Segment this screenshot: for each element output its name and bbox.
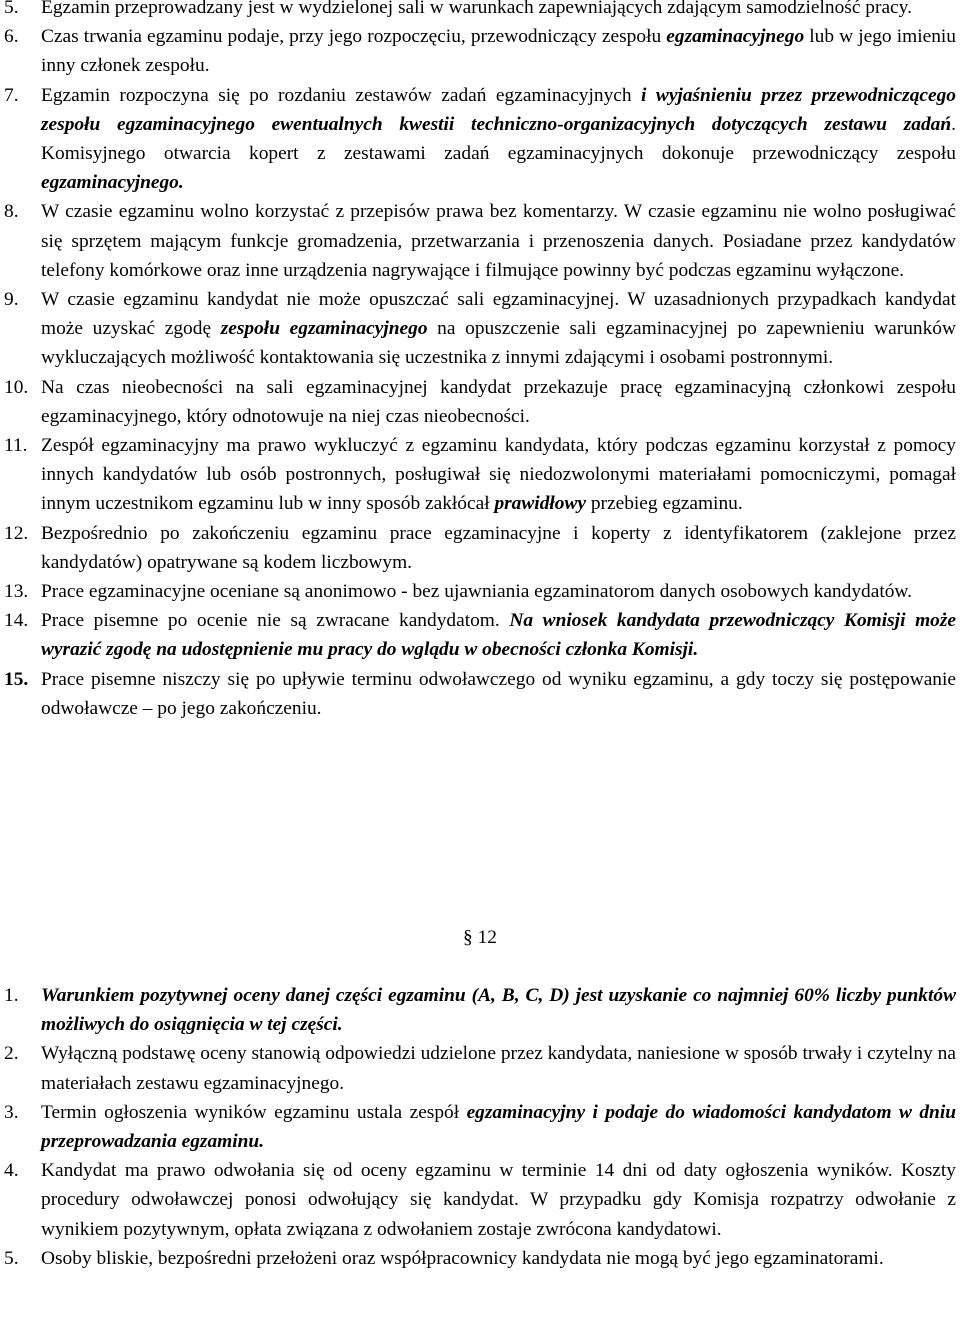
item-text: Wyłączną podstawę oceny stanowią odpowiedzi udzielone przez kandydata, naniesione w sposób trwały i czytelny na materiałach zestawu egzaminacyjnego. [41, 1043, 956, 1094]
item-text: Prace pisemne niszczy się po upływie terminu odwoławczego od wyniku egzaminu, a gdy toczy się postępowanie odwoławcze – po jego zakończeniu. [41, 668, 956, 719]
item-number: 1. [4, 985, 19, 1006]
item-text: W czasie egzaminu wolno korzystać z przepisów prawa bez komentarzy. W czasie egzaminu nie wolno posługiwać się sprzętem mającym funkcje gromadzenia, przetwarzania i przenoszenia danych. Posiadane przez kandydatów telefony komórkowe oraz inne urządzenia nagrywające i filmujące powinny być podczas egzaminu wyłączone. [41, 201, 956, 281]
item-text: lub w jego imieniu inny członek zespołu. [41, 26, 956, 77]
list-item [4, 22, 956, 80]
item-number: 14. [4, 610, 29, 632]
emphasized-text: prawidłowy [494, 493, 587, 515]
item-text: na opuszczenie sali egzaminacyjnej po zapewnieniu warunków wykluczających możliwość kontaktowania się uczestnika z innymi zdającymi i osobami postronnymi. [41, 318, 956, 369]
emphasized-text: Warunkiem pozytywnej oceny danej części egzaminu (A, B, C, D) jest uzyskanie co najmniej 60% liczby punktów możliwych do osiągnięcia w tej części. [41, 985, 956, 1036]
item-text: . Komisyjnego otwarcia kopert z zestawami zadań egzaminacyjnych dokonuje przewodniczący zespołu [41, 113, 956, 165]
item-number: 15. [4, 668, 29, 690]
item-number: 4. [4, 1160, 19, 1182]
item-text: Prace egzaminacyjne oceniane są anonimowo - bez ujawniania egzaminatorom danych osobowych kandydatów. [41, 581, 912, 603]
list-item [4, 285, 956, 373]
item-number: 12. [4, 522, 29, 544]
item-text: Zespół egzaminacyjny ma prawo wykluczyć z egzaminu kandydata, który podczas egzaminu korzystał z pomocy innych kandydatów lub osób postronnych, posługiwał się niedozwolonymi materiałami pomocniczymi, pomagał innym uczestnikom egzaminu lub w inny sposób zakłócał [41, 435, 956, 515]
item-text: W czasie egzaminu kandydat nie może opuszczać sali egzaminacyjnej. W uzasadnionych przypadkach kandydat może uzyskać zgodę [41, 289, 956, 340]
list-item [4, 606, 956, 664]
emphasized-text: egzaminacyjny i podaje do wiadomości kandydatom w dniu przeprowadzania egzaminu. [41, 1101, 957, 1153]
list-item [4, 431, 956, 519]
emphasized-text: Na wniosek kandydata przewodniczący Komisji może wyrazić zgodę na udostępnienie mu pracy do wglądu w obecności członka Komisji. [41, 610, 956, 661]
list-item [4, 1244, 956, 1273]
item-number: 8. [4, 201, 19, 223]
list-item [4, 81, 956, 198]
list-item [4, 1098, 956, 1156]
item-number: 7. [4, 84, 19, 106]
item-text: Prace pisemne po ocenie nie są zwracane kandydatom. [41, 610, 510, 632]
list-item [4, 665, 956, 723]
item-text: Na czas nieobecności na sali egzaminacyjnej kandydat przekazuje pracę egzaminacyjną członkowi zespołu egzaminacyjnego, który odnotowuje na niej czas nieobecności. [41, 376, 956, 427]
emphasized-text: egzaminacyjnego. [41, 172, 184, 194]
item-number: 5. [4, 1247, 19, 1269]
item-number: 5. [4, 0, 19, 18]
item-text: przebieg egzaminu. [586, 493, 743, 515]
item-number: 3. [4, 1101, 19, 1123]
item-text: Egzamin przeprowadzany jest w wydzielonej sali w warunkach zapewniających zdającym samodzielność pracy. [41, 0, 912, 18]
list-item [4, 519, 956, 577]
section-heading: § 12 [463, 927, 497, 948]
item-text: Egzamin rozpoczyna się po rozdaniu zestawów zadań egzaminacyjnych [41, 84, 642, 106]
regulation-list-section-12 [4, 981, 956, 1273]
list-item [4, 1156, 956, 1244]
emphasized-text: egzaminacyjnego [666, 26, 805, 48]
item-text: Termin ogłoszenia wyników egzaminu ustala zespół [41, 1101, 467, 1123]
item-text: Kandydat ma prawo odwołania się od oceny egzaminu w terminie 14 dni od daty ogłoszenia wyników. Koszty procedury odwoławczej ponosi odwołujący się kandydat. W przypadku gdy Komisja rozpatrzy odwołanie z wynikiem pozytywnym, opłata związana z odwołaniem zostaje zwrócona kandydatowi. [41, 1160, 956, 1240]
regulation-list-section-11 [4, 0, 956, 723]
list-item [4, 577, 956, 606]
item-number: 6. [4, 26, 19, 48]
item-number: 11. [4, 435, 28, 457]
item-text: Osoby bliskie, bezpośredni przełożeni oraz współpracownicy kandydata nie mogą być jego egzaminatorami. [41, 1247, 884, 1269]
list-item [4, 0, 956, 22]
emphasized-text: i wyjaśnieniu przez przewodniczącego zespołu egzaminacyjnego ewentualnych kwestii techniczno-organizacyjnych dotyczących zestawu zadań [41, 84, 956, 135]
list-item [4, 197, 956, 285]
item-number: 9. [4, 289, 19, 311]
list-item [4, 1039, 956, 1097]
list-item [4, 373, 956, 431]
item-number: 10. [4, 376, 29, 398]
item-text: Bezpośrednio po zakończeniu egzaminu prace egzaminacyjne i koperty z identyfikatorem (zaklejone przez kandydatów) opatrywane są kodem liczbowym. [41, 522, 956, 573]
emphasized-text: zespołu egzaminacyjnego [220, 318, 428, 340]
item-text: Czas trwania egzaminu podaje, przy jego rozpoczęciu, przewodniczący zespołu [41, 26, 667, 48]
item-number: 2. [4, 1043, 19, 1065]
list-item [4, 981, 956, 1039]
item-number: 13. [4, 581, 29, 603]
